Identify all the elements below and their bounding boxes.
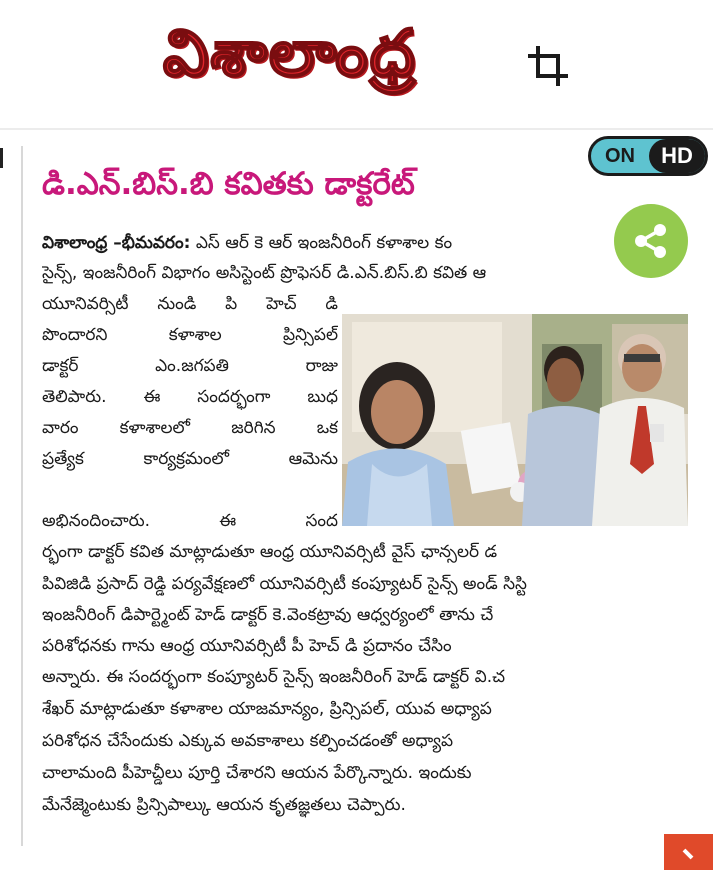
share-button[interactable] (614, 204, 688, 278)
article-line: యూనివర్సిటీ నుండి పి హెచ్ డి (42, 294, 338, 314)
crop-icon (526, 44, 570, 88)
article-dateline: విశాలాంధ్ర –భీమవరం: (42, 233, 191, 253)
photo-illustration (342, 314, 688, 526)
hd-on-label: ON (605, 144, 635, 167)
article-line (42, 228, 690, 259)
column-rule (21, 146, 23, 846)
article-line: సైన్స్, ఇంజనీరింగ్ విభాగం అసిస్టెంట్ ప్రొఫెసర్ డి.ఎన్.బిస్.బి కవిత ఆ (42, 263, 487, 283)
article-line: పొందారని కళాశాల ప్రిన్సిపల్ (42, 325, 338, 345)
prev-edge-handle[interactable] (0, 148, 9, 168)
header-divider (0, 128, 713, 130)
article-line: మేనేజ్మెంటుకు ప్రిన్సిపాల్కు ఆయన కృతజ్ఞతలు చెప్పారు. (42, 795, 406, 815)
article-line: పరిశోధనకు గాను ఆంధ్ర యూనివర్సిటీ పీ హెచ్ డి ప్రదానం చేసిం (42, 636, 452, 656)
article-line: పరిశోధన చేసేందుకు ఎక్కువ అవకాశాలు కల్పించడంతో అధ్యాప (42, 731, 454, 751)
article-line: తెలిపారు. ఈ సందర్భంగా బుధ (42, 387, 338, 407)
chevron-right-icon (674, 834, 704, 864)
share-icon (632, 222, 670, 260)
article-line: చాలామంది పీహెచ్డీలు పూర్తి చేశారని ఆయన పేర్కొన్నారు. ఇందుకు (42, 763, 472, 783)
article-line: పివిజిడి ప్రసాద్ రెడ్డి పర్యవేక్షణలో యూనివర్సిటీ కంప్యూటర్ సైన్స్ అండ్ సిస్టి (42, 574, 527, 594)
article-line: ర్భంగా డాక్టర్ కవిత మాట్లాడుతూ ఆంధ్ర యూనివర్సిటీ వైస్ ఛాన్సలర్ డ (42, 542, 498, 562)
article-headline: డి.ఎన్.బిస్.బి కవితకు డాక్టరేట్ (42, 166, 415, 202)
article-line: ఇంజనీరింగ్ డిపార్ట్మెంట్ హెడ్ డాక్టర్ కె.వెంకట్రావు ఆధ్వర్యంలో తాను చే (42, 605, 494, 625)
top-bar (0, 0, 713, 128)
next-page-button[interactable] (664, 834, 713, 870)
newspaper-logo (100, 8, 480, 113)
crop-button[interactable] (520, 38, 576, 94)
article-line: ప్రత్యేక కార్యక్రమంలో ఆమెను (42, 449, 338, 469)
article-line: వారం కళాశాలలో జరిగిన ఒక (42, 418, 338, 438)
article-photo (342, 314, 688, 526)
article-line: అభినందించారు. ఈ సంద (42, 511, 338, 531)
hd-label: HD (649, 139, 705, 173)
article-line-text: ఎస్ ఆర్ కె ఆర్ ఇంజనీరింగ్ కళాశాల కం (190, 233, 453, 253)
article-line: డాక్టర్ ఎం.జగపతి రాజు (42, 356, 338, 376)
masthead-title: విశాలాంధ్ర (163, 15, 417, 91)
article-line: శేఖర్ మాట్లాడుతూ కళాశాల యాజమాన్యం, ప్రిన్సిపల్, యువ అధ్యాప (42, 699, 492, 719)
article-line: అన్నారు. ఈ సందర్భంగా కంప్యూటర్ సైన్స్ ఇంజనీరింగ్ హెడ్ డాక్టర్ వి.చ (42, 667, 506, 687)
hd-toggle[interactable] (588, 136, 708, 176)
